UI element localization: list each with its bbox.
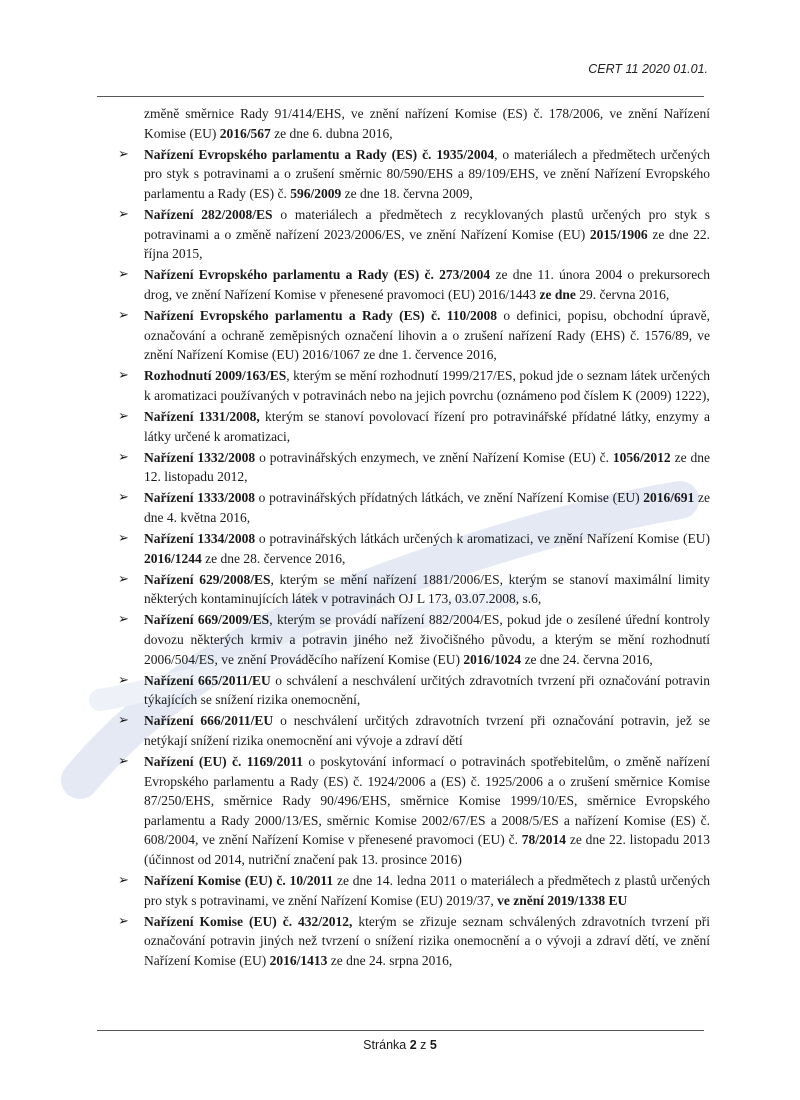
page-footer: Stránka 2 z 5: [363, 1038, 437, 1052]
arrow-bullet-icon: ➢: [118, 612, 129, 628]
arrow-bullet-icon: ➢: [118, 530, 129, 546]
arrow-bullet-icon: ➢: [118, 206, 129, 222]
list-item: ➢ Nařízení 665/2011/EU o schválení a neschválení určitých zdravotních tvrzení při označování potravin týkajících se snížení rizika onemocnění,: [118, 672, 710, 708]
list-item: ➢ Nařízení 669/2009/ES, kterým se provádí nařízení 882/2004/ES, pokud jde o zesílené úřední kontroly dovozu některých krmiv a potravin jiného než živočišného původu, a kterým se mění rozhodnutí 2006/504/ES, ve znění Prováděcího nařízení Komise (EU) 2016/1024 ze dne 24. června 2016,: [118, 612, 711, 667]
arrow-bullet-icon: ➢: [118, 873, 129, 889]
list-item: ➢ Nařízení Evropského parlamentu a Rady (ES) č. 1935/2004, o materiálech a předmětech určených pro styk s potravinami a o zrušení směrnic 80/590/EHS a 89/109/EHS, ve znění Nařízení Evropského parlamentu a Rady (ES) č. 596/2009 ze dne 18. června 2009,: [118, 146, 711, 201]
list-item-continuation: změně směrnice Rady 91/414/EHS, ve znění nařízení Komise (ES) č. 178/2006, ve znění Nařízení Komise (EU) 2016/567 ze dne 6. dubna 2016,: [144, 106, 710, 141]
list-item: ➢ Rozhodnutí 2009/163/ES, kterým se mění rozhodnutí 1999/217/ES, pokud jde o seznam látek určených k aromatizaci používaných v potravinách nebo na jejich povrchu (oznámeno pod číslem K (2009) 1222),: [118, 368, 710, 403]
arrow-bullet-icon: ➢: [118, 449, 129, 465]
list-item: ➢ Nařízení Komise (EU) č. 432/2012, kterým se zřizuje seznam schválených zdravotních tvrzení při označování potravin jiných než tvrzení o snížení rizika onemocnění a o vývoji a zdraví dětí, ve znění Nařízení Komise (EU) 2016/1413 ze dne 24. srpna 2016,: [118, 913, 710, 968]
arrow-bullet-icon: ➢: [118, 571, 129, 587]
document-code: CERT 11 2020 01.01.: [588, 62, 708, 76]
arrow-bullet-icon: ➢: [118, 146, 129, 162]
list-item: ➢ Nařízení 282/2008/ES o materiálech a předmětech z recyklovaných plastů určených pro styk s potravinami a o změně nařízení 2023/2006/ES, ve znění Nařízení Komise (EU) 2015/1906 ze dne 22. října 2015,: [118, 206, 711, 262]
arrow-bullet-icon: ➢: [118, 672, 129, 688]
arrow-bullet-icon: ➢: [118, 754, 129, 769]
page-total: 5: [429, 1038, 437, 1052]
list-item: ➢ Nařízení Komise (EU) č. 10/2011 ze dne 14. ledna 2011 o materiálech a předmětech z plastů určených pro styk s potravinami, ve znění Nařízení Komise (EU) 2019/37, ve znění 2019/1338 EU: [118, 873, 710, 908]
list-item: ➢ Nařízení 629/2008/ES, kterým se mění nařízení 1881/2006/ES, kterým se stanoví maximální limity některých kontaminujících látek v potravinách OJ L 173, 03.07.2008, s.6,: [118, 571, 711, 607]
arrow-bullet-icon: ➢: [118, 408, 129, 424]
list-item: ➢ Nařízení 1331/2008, kterým se stanoví povolovací řízení pro potravinářské přídatné látky, enzymy a látky určené k aromatizaci,: [118, 408, 710, 444]
header-rule: [97, 96, 704, 97]
footer-rule: [97, 1030, 704, 1031]
list-item: ➢ Nařízení 1334/2008 o potravinářských látkách určených k aromatizaci, ve znění Nařízení Komise (EU) 2016/1244 ze dne 28. července 2016,: [118, 530, 710, 566]
list-item: ➢ Nařízení 1333/2008 o potravinářských přídatných látkách, ve znění Nařízení Komise (EU) 2016/691 ze dne 4. května 2016,: [118, 490, 710, 525]
list-item: ➢ Nařízení (EU) č. 1169/2011 o poskytování informací o potravinách spotřebitelům, o změně nařízení Evropského parlamentu a Rady (ES) č. 1924/2006 a (ES) č. 1925/2006 a o zrušení směrnice Komise 87/250/EHS, směrnice Rady 90/496/EHS, směrnice Komise 1999/10/ES, směrnice Evropského parlamentu a Rady 2000/13/ES, směrnic Komise 2002/67/ES a 2008/5/ES a nařízení Komise (ES) č. 608/2004, ve znění Nařízení Komise v přenesené pravomoci (EU) č. 78/2014 ze dne 22. listopadu 2013 (účinnost od 2014, nutriční značení pak 13. prosince 2016): [118, 754, 710, 867]
arrow-bullet-icon: ➢: [118, 490, 129, 506]
arrow-bullet-icon: ➢: [118, 307, 129, 323]
list-item: ➢ Nařízení 666/2011/EU o neschválení určitých zdravotních tvrzení při označování potravin, jež se netýkají snížení rizika onemocnění ani vývoje a zdraví dětí: [118, 713, 711, 748]
arrow-bullet-icon: ➢: [118, 368, 129, 384]
list-item: ➢ Nařízení Evropského parlamentu a Rady (ES) č. 110/2008 o definici, popisu, obchodní úpravě, označování a ochraně zeměpisných označení lihovin a o zrušení nařízení Rady (EHS) č. 1576/89, ve znění Nařízení Komise (EU) 2016/1067 ze dne 1. července 2016,: [118, 307, 710, 363]
arrow-bullet-icon: ➢: [118, 267, 129, 283]
list-item: ➢ Nařízení 1332/2008 o potravinářských enzymech, ve znění Nařízení Komise (EU) č. 1056/2012 ze dne 12. listopadu 2012,: [118, 449, 710, 485]
arrow-bullet-icon: ➢: [118, 713, 129, 729]
page-number: 2: [409, 1038, 417, 1052]
list-item: ➢ Nařízení Evropského parlamentu a Rady (ES) č. 273/2004 ze dne 11. února 2004 o prekursorech drog, ve znění Nařízení Komise v přenesené pravomoci (EU) 2016/1443 ze dne 29. června 2016,: [118, 267, 710, 302]
regulation-list: [118, 104, 710, 972]
arrow-bullet-icon: ➢: [118, 913, 129, 929]
